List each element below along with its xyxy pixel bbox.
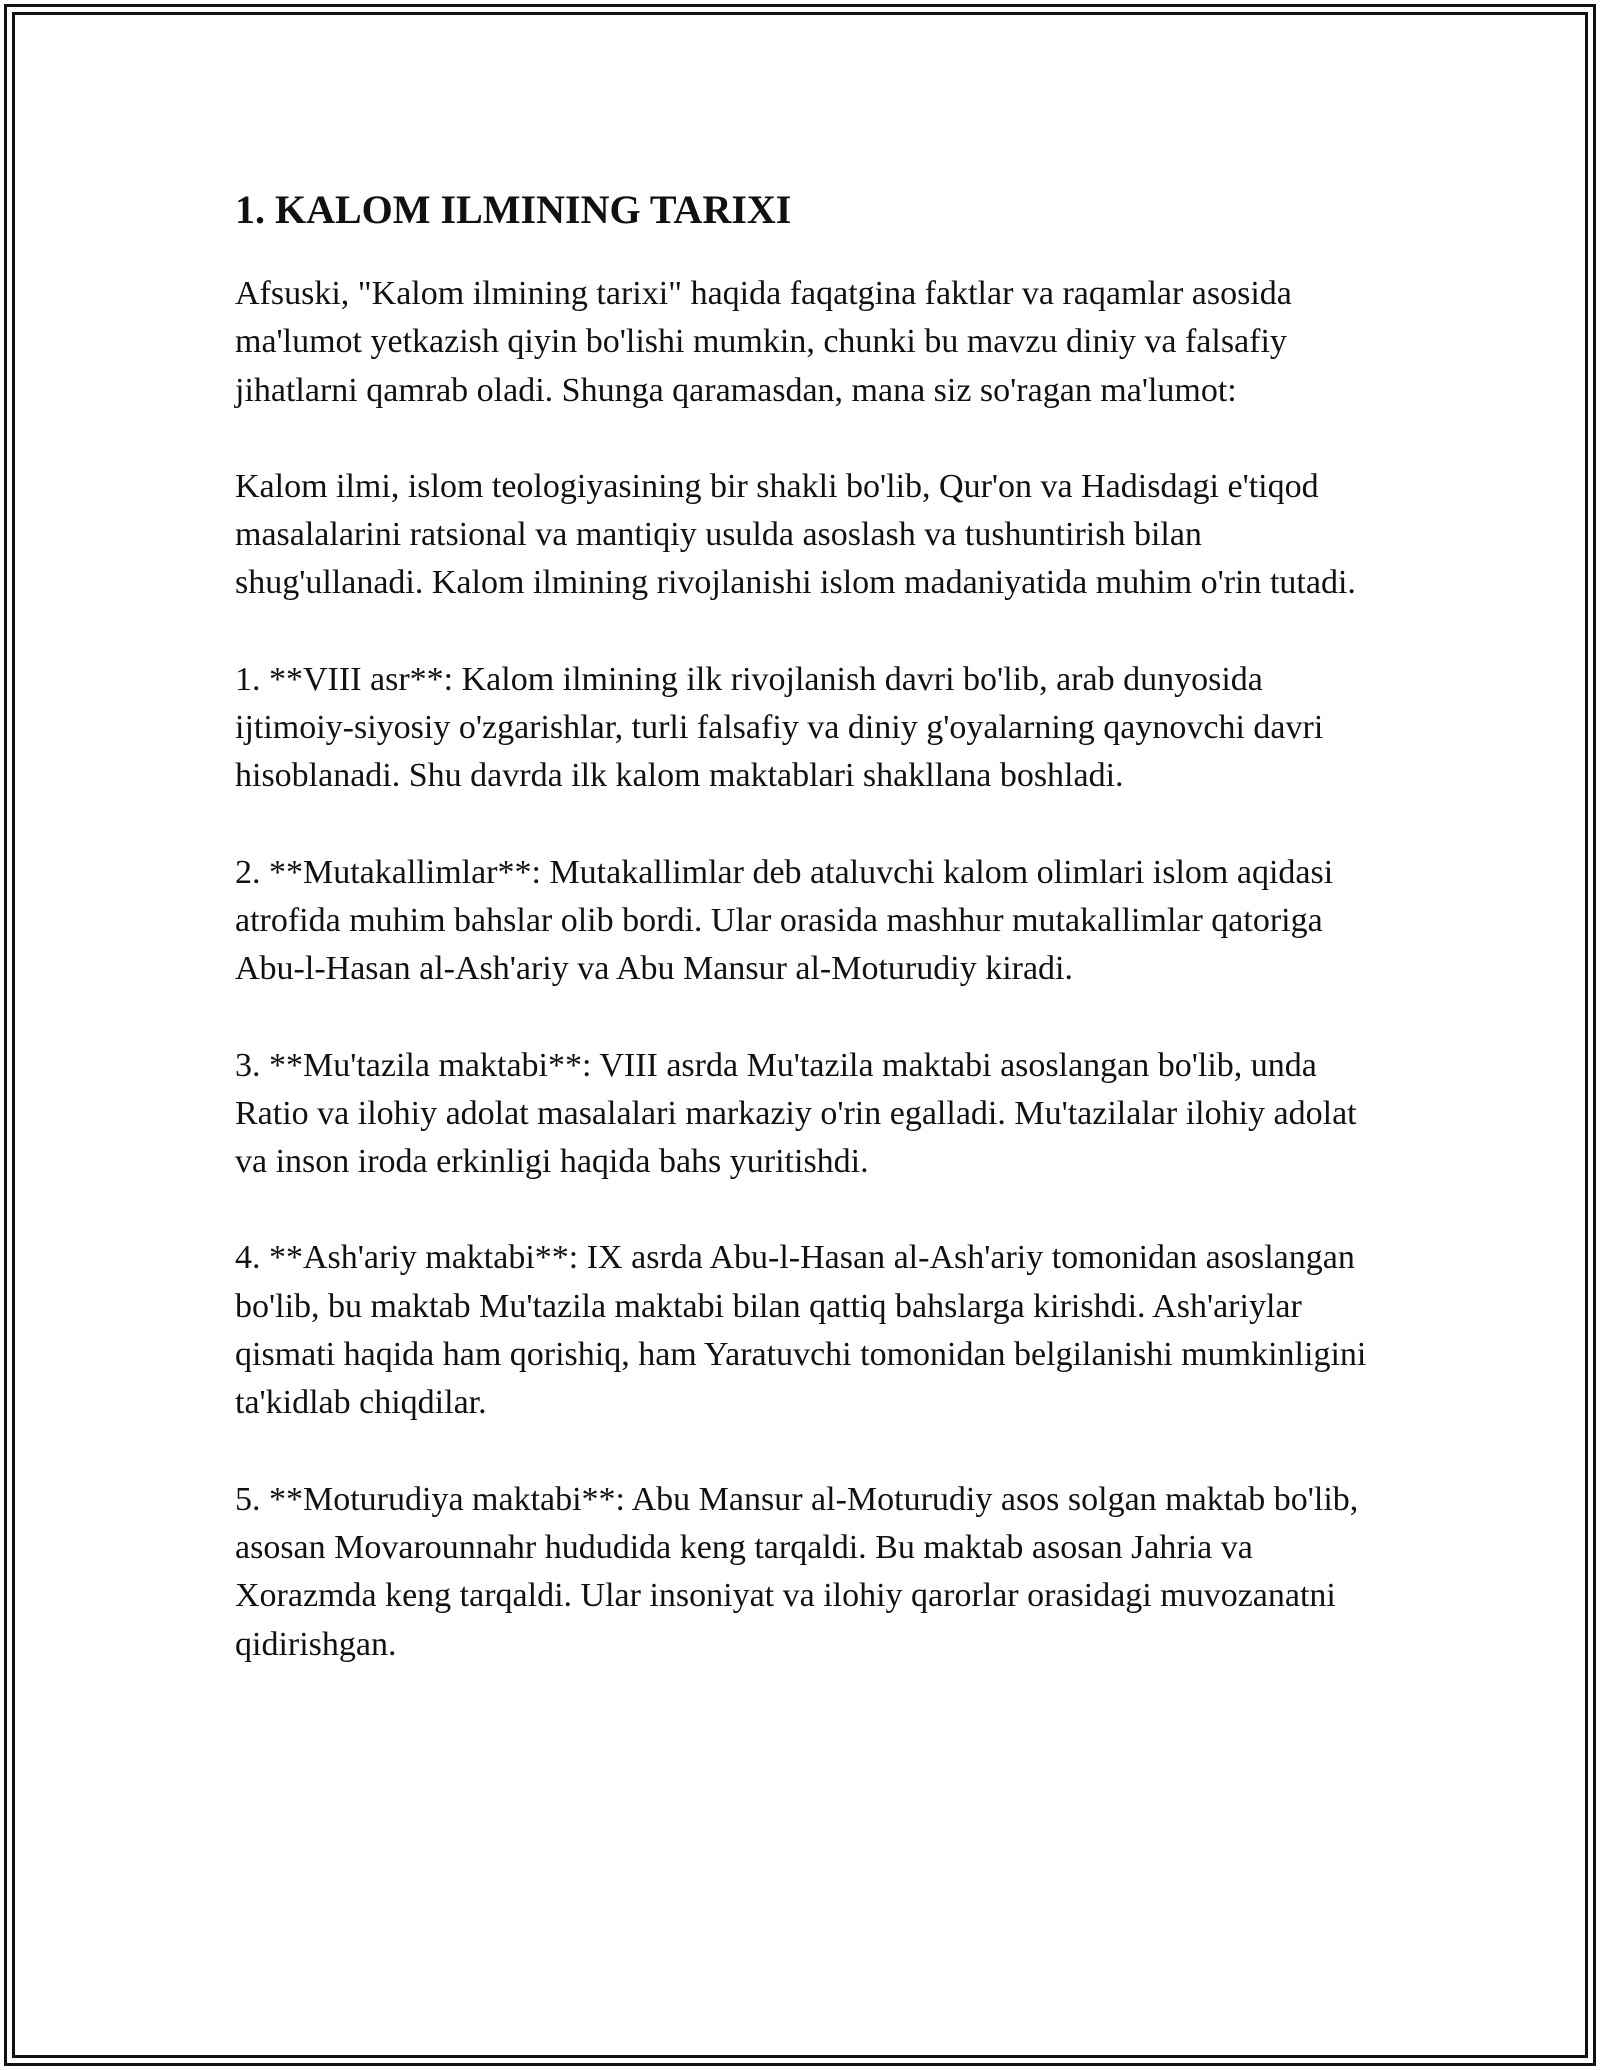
list-item-mutakallimlar: 2. **Mutakallimlar**: Mutakallimlar deb ataluvchi kalom olimlari islom aqidasi atrofida muhim bahslar olib bordi. Ular orasida mashhur mutakallimlar qatoriga Abu-l-Hasan al-Ash'ariy va Abu Mansur al-Moturudiy kiradi. <box>235 853 1334 988</box>
document-title: 1. KALOM ILMINING TARIXI <box>235 187 792 232</box>
definition-paragraph: Kalom ilmi, islom teologiyasining bir shakli bo'lib, Qur'on va Hadisdagi e'tiqod masalalarini ratsional va mantiqiy usulda asoslash va tushuntirish bilan shug'ullanadi. Kalom ilmining rivojlanishi islom madaniyatida muhim o'rin tutadi. <box>235 467 1356 602</box>
list-item-ashariy: 4. **Ash'ariy maktabi**: IX asrda Abu-l-Hasan al-Ash'ariy tomonidan asoslangan bo'lib, bu maktab Mu'tazila maktabi bilan qattiq bahslarga kirishdi. Ash'ariylar qismati haqida ham qorishiq, ham Yaratuvchi tomonidan belgilanishi mumkinligini ta'kidlab chiqdilar. <box>235 1239 1367 1422</box>
list-item-viii-asr: 1. **VIII asr**: Kalom ilmining ilk rivojlanish davri bo'lib, arab dunyosida ijtimoiy-siyosiy o'zgarishlar, turli falsafiy va diniy g'oyalarning qaynovchi davri hisoblanadi. Shu davrda ilk kalom maktablari shakllana boshladi. <box>235 660 1324 795</box>
document-body <box>235 186 1385 1717</box>
intro-paragraph: Afsuski, "Kalom ilmining tarixi" haqida faqatgina faktlar va raqamlar asosida ma'lumot yetkazish qiyin bo'lishi mumkin, chunki bu mavzu diniy va falsafiy jihatlarni qamrab oladi. Shunga qaramasdan, mana siz so'ragan ma'lumot: <box>235 275 1292 409</box>
list-item-moturudiya: 5. **Moturudiya maktabi**: Abu Mansur al-Moturudiy asos solgan maktab bo'lib, asosan Movarounnahr hududida keng tarqaldi. Bu maktab asosan Jahria va Xorazmda keng tarqaldi. Ular insoniyat va ilohiy qarorlar orasidagi muvozanatni qidirishgan. <box>235 1480 1359 1663</box>
list-item-mutazila: 3. **Mu'tazila maktabi**: VIII asrda Mu'tazila maktabi asoslangan bo'lib, unda Ratio va ilohiy adolat masalalari markaziy o'rin egalladi. Mu'tazilalar ilohiy adolat va inson iroda erkinligi haqida bahs yuritishdi. <box>235 1046 1357 1181</box>
